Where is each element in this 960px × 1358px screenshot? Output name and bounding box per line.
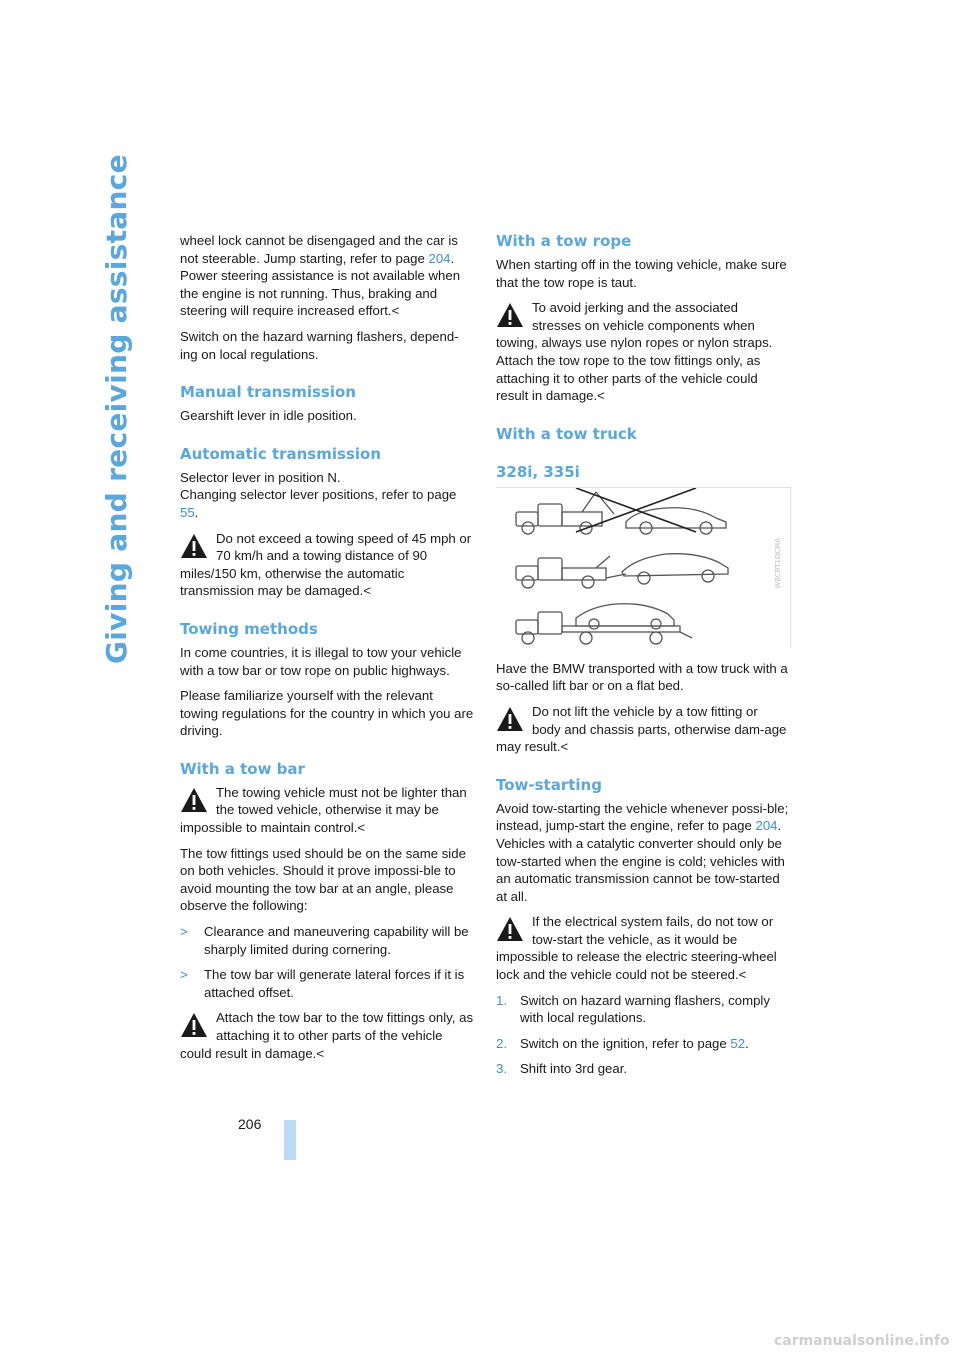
warning-note: Do not lift the vehicle by a tow fitting or body and chassis parts, otherwise dam-age may result.<: [496, 703, 787, 755]
page-marker-bar: [284, 1120, 296, 1160]
right-column: [496, 232, 790, 1086]
list-item: 2. Switch on the ignition, refer to page 52.: [496, 1035, 749, 1051]
warning-triangle-icon: [180, 1012, 208, 1038]
paragraph: Please familiarize yourself with the relevant towing regulations for the country in which you are driving.: [180, 688, 474, 739]
truck-crane-lift-illustration: [516, 488, 726, 534]
page-number: 206: [238, 1116, 262, 1132]
side-section-title: Giving and receiving assistance: [100, 154, 133, 664]
list-item: 1. Switch on hazard warning flashers, comply with local regulations.: [496, 992, 770, 1026]
warning-note: Do not exceed a towing speed of 45 mph or 70 km/h and a towing distance of 90 miles/150 km, otherwise the automatic transmission may be damaged.<: [180, 530, 472, 599]
paragraph: The tow fittings used should be on the same side on both vehicles. Should it prove impossi-ble to avoid mounting the tow bar at an angle, please observe the following:: [180, 845, 466, 914]
warning-triangle-icon: [496, 916, 524, 942]
list-item: 3. Shift into 3rd gear.: [496, 1061, 628, 1077]
paragraph: Gearshift lever in idle position.: [180, 408, 357, 424]
figure-identifier: W8CRT1DCMA: [774, 537, 783, 589]
tow-truck-diagram: [496, 488, 790, 648]
page-link[interactable]: 204: [428, 250, 451, 266]
warning-triangle-icon: [496, 706, 524, 732]
list-item: > The tow bar will generate lateral forces if it is attached offset.: [180, 967, 465, 1000]
warning-note: To avoid jerking and the associated stresses on vehicle components when towing, always use nylon ropes or nylon straps. Attach the tow rope to the tow fittings only, as attaching it to other parts of the vehicle could result in damage.<: [496, 300, 773, 404]
warning-triangle-icon: [180, 533, 208, 559]
warning-note: Attach the tow bar to the tow fittings only, as attaching it to other parts of the vehicle could result in damage.<: [180, 1010, 474, 1061]
page-link[interactable]: 55: [180, 504, 195, 520]
paragraph: When starting off in the towing vehicle, make sure that the tow rope is taut.: [496, 257, 787, 290]
truck-flat-bed-illustration: [516, 603, 692, 643]
page-link[interactable]: 204: [755, 818, 778, 834]
warning-triangle-icon: [180, 787, 208, 813]
footer-watermark: carmanualsonline.info: [774, 1333, 950, 1349]
left-column: [180, 232, 474, 1070]
warning-note: If the electrical system fails, do not tow or tow-start the vehicle, as it would be impossible to release the electric steering-wheel lock and the vehicle could not be steered.<: [496, 914, 777, 983]
warning-triangle-icon: [496, 302, 524, 328]
heading-with-tow-rope: With a tow rope: [496, 232, 632, 250]
heading-models: 328i, 335i: [496, 462, 580, 481]
heading-manual-transmission: Manual transmission: [180, 383, 356, 402]
paragraph: Avoid tow-starting the vehicle whenever possi-ble; instead, jump-start the engine, refer to page 204. Vehicles with a catalytic converter should only be tow-started when the engine is cold; vehicles with an automatic transmission cannot be tow-started at all.: [496, 800, 789, 904]
paragraph: Switch on the hazard warning flashers, depend-ing on local regulations.: [180, 328, 459, 362]
page-link[interactable]: 52: [730, 1035, 746, 1051]
warning-note: The towing vehicle must not be lighter than the towed vehicle, otherwise it may be impossible to maintain control.<: [180, 784, 467, 836]
tow-truck-illustration: [496, 487, 791, 648]
heading-with-tow-bar: With a tow bar: [180, 759, 305, 778]
truck-lift-bar-illustration: [516, 553, 728, 587]
heading-tow-starting: Tow-starting: [496, 775, 602, 794]
paragraph: wheel lock cannot be disengaged and the car is not steerable. Jump starting, refer to page 204. Power steering assistance is not available when the engine is not running. Thus, braking and steering will require increased effort.<: [180, 233, 461, 319]
heading-with-tow-truck: With a tow truck: [496, 424, 637, 443]
paragraph: Selector lever in position N. Changing selector lever positions, refer to page 55.: [180, 469, 457, 520]
paragraph: Have the BMW transported with a tow truck with a so-called lift bar or on a flat bed.: [496, 660, 788, 694]
paragraph: In come countries, it is illegal to tow your vehicle with a tow bar or tow rope on public highways.: [180, 644, 462, 678]
heading-automatic-transmission: Automatic transmission: [180, 444, 381, 463]
heading-towing-methods: Towing methods: [180, 619, 318, 638]
list-item: > Clearance and maneuvering capability will be sharply limited during cornering.: [180, 924, 469, 957]
